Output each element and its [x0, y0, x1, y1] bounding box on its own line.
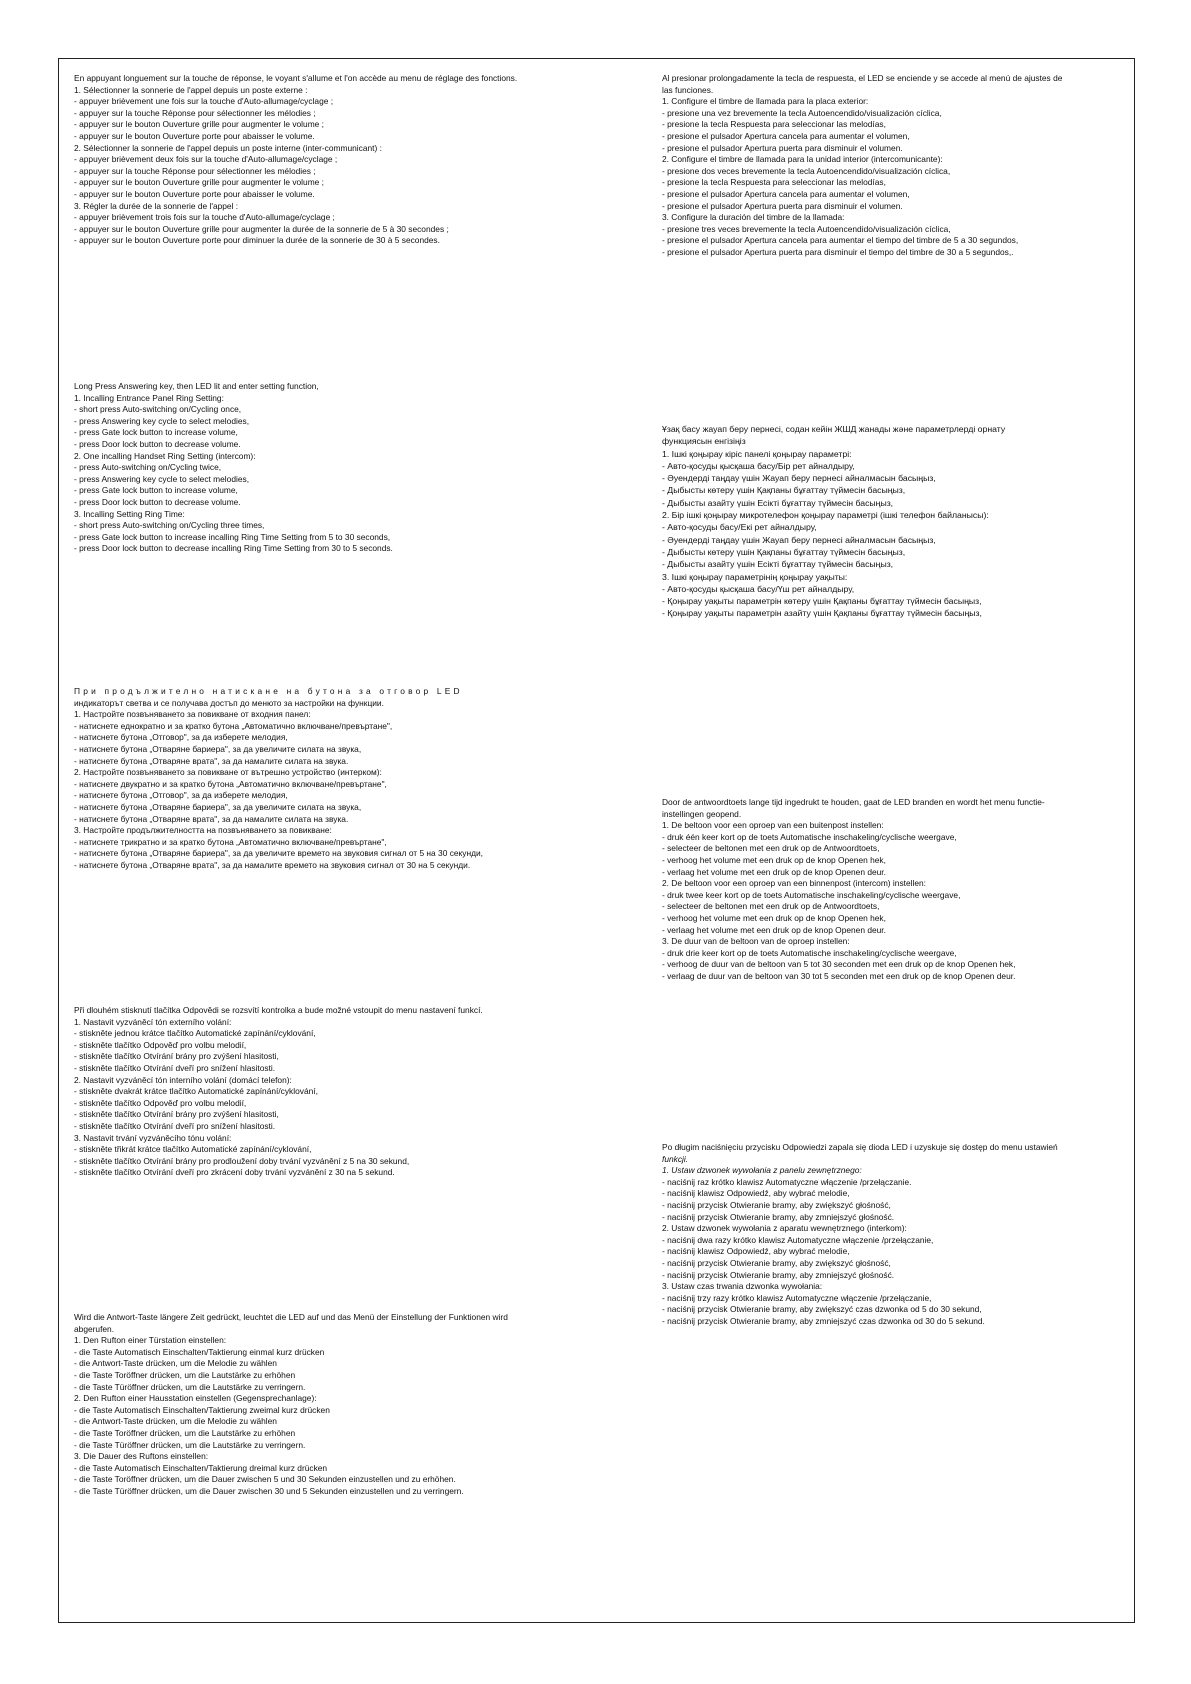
text-line: - presione el pulsador Apertura cancela para aumentar el tiempo del timbre de 5 a 30 segundos,: [662, 235, 1019, 246]
text-line: - druk twee keer kort op de toets Automatische inschakeling/cyclische weergave,: [662, 889, 961, 900]
text-line: - Әуендерді таңдау үшін Жауап беру пернесі айналмасын басыңыз,: [662, 534, 936, 545]
text-line: - stiskněte tlačítko Otvírání brány pro zvýšení hlasitosti,: [74, 1051, 279, 1062]
text-line: - Қоңырау уақыты параметрін азайту үшін Қақпаны бұғаттау түймесін басыңыз,: [662, 608, 982, 619]
text-line: 2. De beltoon voor een oproep van een binnenpost (intercom) instellen:: [662, 878, 926, 889]
text-line: - stiskněte tlačítko Otvírání dveří pro snížení hlasitosti.: [74, 1120, 276, 1131]
text-line: - verlaag de duur van de beltoon van 30 tot 5 seconden met een druk op de knop Openen deur.: [662, 970, 1016, 981]
text-line: 3. Régler la durée de la sonnerie de l'appel :: [74, 200, 239, 211]
text-line: - press Gate lock button to increase volume,: [74, 485, 238, 496]
text-line: - press Answering key cycle to select melodies,: [74, 415, 250, 426]
instructions-de: [74, 1312, 508, 1498]
text-line: - stiskněte tlačítko Odpověď pro volbu melodií,: [74, 1097, 247, 1108]
text-line: - Авто-қосуды қысқаша басу/Үш рет айналдыру,: [662, 583, 855, 594]
text-line: - Дыбысты азайту үшін Есікті бұғаттау түймесін басыңыз,: [662, 497, 894, 508]
text-line: - short press Auto-switching on/Cycling once,: [74, 404, 242, 415]
text-line: - stiskněte dvakrát krátce tlačítko Automatické zapínání/cyklování,: [74, 1086, 318, 1097]
text-line: - Дыбысты көтеру үшін Қақпаны бұғаттау түймесін басыңыз,: [662, 485, 906, 496]
text-line: - verlaag het volume met een druk op de knop Openen deur.: [662, 924, 886, 935]
text-line: - press Door lock button to decrease volume.: [74, 496, 241, 507]
text-line: - stiskněte tlačítko Odpověď pro volbu melodií,: [74, 1039, 247, 1050]
text-line: - Қоңырау уақыты параметрін көтеру үшін Қақпаны бұғаттау түймесін басыңыз,: [662, 596, 982, 607]
text-line: Wird die Antwort-Taste längere Zeit gedrückt, leuchtet die LED auf und das Menü der Einstellung der Funktionen wird: [74, 1312, 508, 1322]
text-line: - naciśnij klawisz Odpowiedź, aby wybrać melodie,: [662, 1188, 850, 1199]
text-line: Při dlouhém stisknutí tlačítka Odpovědi se rozsvítí kontrolka a bude možné vstoupit do menu nastavení funkcí.: [74, 1005, 483, 1015]
text-line: - druk één keer kort op de toets Automatische inschakeling/cyclische weergave,: [662, 831, 957, 842]
text-line: - presione el pulsador Apertura cancela para aumentar el volumen,: [662, 188, 910, 199]
text-line: - Авто-қосуды қысқаша басу/Бір рет айналдыру,: [662, 460, 855, 471]
text-line: - stiskněte tlačítko Otvírání brány pro prodloužení doby trvání vyzvánění z 5 na 30 sekund,: [74, 1155, 410, 1166]
text-line: - appuyer sur le bouton Ouverture porte pour diminuer la durée de la sonnerie de 30 à 5 secondes.: [74, 235, 440, 246]
text-line: Long Press Answering key, then LED lit and enter setting function,: [74, 381, 319, 391]
text-line: При продължително натискане на бутона за отговор LED: [74, 686, 463, 696]
text-line: 3. Ішкі қоңырау параметрінің қоңырау уақыты:: [662, 571, 848, 582]
text-line: - stiskněte třikrát krátce tlačítko Automatické zapínání/cyklování,: [74, 1144, 312, 1155]
text-line: abgerufen.: [74, 1323, 115, 1334]
text-line: - press Answering key cycle to select melodies,: [74, 473, 250, 484]
text-line: - presione el pulsador Apertura cancela para aumentar el volumen,: [662, 130, 910, 141]
text-line: - натиснете двукратно и за кратко бутона „Автоматично включване/превъртане",: [74, 778, 387, 789]
text-line: - verhoog het volume met een druk op de knop Openen hek,: [662, 854, 886, 865]
text-line: 3. Настройте продължителността на позвъняването за повикване:: [74, 825, 332, 836]
text-line: 1. Sélectionner la sonnerie de l'appel depuis un poste externe :: [74, 84, 308, 95]
text-line: - appuyer brièvement deux fois sur la touche d'Auto-allumage/cyclage ;: [74, 154, 338, 165]
text-line: функциясын енгізіңіз: [662, 436, 746, 447]
text-line: - die Taste Automatisch Einschalten/Taktierung einmal kurz drücken: [74, 1346, 325, 1357]
text-line: - Авто-қосуды басу/Екі рет айналдыру,: [662, 522, 817, 533]
text-line: - appuyer sur le bouton Ouverture porte pour abaisser le volume.: [74, 130, 315, 141]
text-line: instellingen geopend.: [662, 808, 742, 819]
text-line: - die Taste Toröffner drücken, um die Lautstärke zu erhöhen: [74, 1369, 296, 1380]
text-line: - verhoog de duur van de beltoon van 5 tot 30 seconden met een druk op de knop Openen hek,: [662, 959, 1016, 970]
text-line: 1. Ішкі қоңырау кіріс панелі қоңырау параметрі:: [662, 448, 852, 459]
text-line: - short press Auto-switching on/Cycling three times,: [74, 520, 265, 531]
text-line: - appuyer brièvement trois fois sur la touche d'Auto-allumage/cyclage ;: [74, 212, 335, 223]
text-line: 1. Ustaw dzwonek wywołania z panelu zewnętrznego:: [662, 1165, 862, 1176]
text-line: - натиснете трикратно и за кратко бутона „Автоматично включване/превъртане",: [74, 836, 387, 847]
text-line: 3. De duur van de beltoon van de oproep instellen:: [662, 936, 850, 947]
text-line: - appuyer sur le bouton Ouverture grille pour augmenter la durée de la sonnerie de 5 à 30 secondes ;: [74, 223, 449, 234]
text-line: - stiskněte tlačítko Otvírání brány pro zvýšení hlasitosti,: [74, 1109, 279, 1120]
text-line: - naciśnij przycisk Otwieranie bramy, aby zmniejszyć czas dzwonka od 30 do 5 sekund.: [662, 1315, 985, 1326]
text-line: - press Gate lock button to increase volume,: [74, 427, 238, 438]
text-line: - press Auto-switching on/Cycling twice,: [74, 462, 222, 473]
text-line: - натиснете бутона „Отваряне врата", за да намалите силата на звука.: [74, 813, 349, 824]
text-line: 3. Incalling Setting Ring Time:: [74, 508, 185, 519]
text-line: - naciśnij dwa razy krótko klawisz Automatyczne włączenie /przełączanie,: [662, 1234, 934, 1245]
text-line: - натиснете бутона „Отваряне бариера", за да увеличите времето на звуковия сигнал от 5 на 30 секунди,: [74, 848, 483, 859]
text-line: 1. Incalling Entrance Panel Ring Setting:: [74, 392, 224, 403]
text-line: - die Taste Automatisch Einschalten/Taktierung dreimal kurz drücken: [74, 1462, 328, 1473]
instructions-cs: [74, 1005, 483, 1179]
text-line: - presione la tecla Respuesta para seleccionar las melodías,: [662, 177, 886, 188]
text-line: - presione dos veces brevemente la tecla Autoencendido/visualización cíclica,: [662, 165, 951, 176]
text-line: - die Antwort-Taste drücken, um die Melodie zu wählen: [74, 1358, 277, 1369]
text-line: - appuyer sur le bouton Ouverture grille pour augmenter le volume ;: [74, 177, 324, 188]
text-line: - натиснете бутона „Отваряне врата", за да намалите силата на звука.: [74, 755, 349, 766]
text-line: 3. Ustaw czas trwania dzwonka wywołania:: [662, 1281, 823, 1292]
text-line: 1. Настройте позвъняването за повикване от входния панел:: [74, 709, 311, 720]
text-line: - naciśnij przycisk Otwieranie bramy, aby zmniejszyć głośność.: [662, 1269, 895, 1280]
text-line: - die Taste Toröffner drücken, um die Lautstärke zu erhöhen: [74, 1427, 296, 1438]
instructions-es: [662, 73, 1062, 259]
text-line: - натиснете бутона „Отваряне врата", за да намалите времето на звуковия сигнал от 30 на 5 секунди.: [74, 859, 471, 870]
text-line: 3. Nastavit trvání vyzváněcího tónu volání:: [74, 1132, 232, 1143]
text-line: - stiskněte tlačítko Otvírání dveří pro zkrácení doby trvání vyzvánění z 30 na 5 sekund.: [74, 1167, 395, 1178]
instructions-nl: [662, 797, 1045, 983]
text-line: 2. Configure el timbre de llamada para la unidad interior (intercomunicante):: [662, 154, 943, 165]
text-line: 2. One incalling Handset Ring Setting (intercom):: [74, 450, 256, 461]
text-line: - naciśnij przycisk Otwieranie bramy, aby zwiększyć czas dzwonka od 5 do 30 sekund,: [662, 1304, 982, 1315]
text-line: индикаторът светва и се получава достъп до менюто за настройки на функции.: [74, 697, 384, 708]
text-line: - die Taste Automatisch Einschalten/Taktierung zweimal kurz drücken: [74, 1404, 330, 1415]
text-line: - press Gate lock button to increase incalling Ring Time Setting from 5 to 30 seconds,: [74, 531, 391, 542]
text-line: - натиснете бутона „Отваряне бариера", за да увеличите силата на звука,: [74, 743, 362, 754]
instructions-kk: [662, 423, 1005, 620]
text-line: - press Door lock button to decrease incalling Ring Time Setting from 30 to 5 seconds.: [74, 543, 393, 554]
text-line: Al presionar prolongadamente la tecla de respuesta, el LED se enciende y se accede al menú de ajustes de: [662, 73, 1063, 83]
text-line: - selecteer de beltonen met een druk op de Antwoordtoets,: [662, 843, 880, 854]
text-line: - selecteer de beltonen met een druk op de Antwoordtoets,: [662, 901, 880, 912]
text-line: - die Taste Toröffner drücken, um die Dauer zwischen 5 und 30 Sekunden einzustellen und zu erhöhen.: [74, 1474, 456, 1485]
text-line: - appuyer sur la touche Réponse pour sélectionner les mélodies ;: [74, 107, 316, 118]
text-line: 3. Die Dauer des Ruftons einstellen:: [74, 1451, 209, 1462]
text-line: - presione una vez brevemente la tecla Autoencendido/visualización cíclica,: [662, 107, 942, 118]
text-line: 2. Sélectionner la sonnerie de l'appel depuis un poste interne (inter-communicant) :: [74, 142, 382, 153]
text-line: - naciśnij klawisz Odpowiedź, aby wybrać melodie,: [662, 1246, 850, 1257]
text-line: 2. Настройте позвъняването за повикване от вътрешно устройство (интерком):: [74, 767, 382, 778]
text-line: funkcji.: [662, 1153, 689, 1164]
text-line: - presione el pulsador Apertura puerta para disminuir el volumen.: [662, 142, 903, 153]
text-line: - appuyer sur le bouton Ouverture porte pour abaisser le volume.: [74, 188, 315, 199]
text-line: - verlaag het volume met een druk op de knop Openen deur.: [662, 866, 886, 877]
text-line: las funciones.: [662, 84, 714, 95]
text-line: - naciśnij raz krótko klawisz Automatyczne włączenie /przełączanie.: [662, 1176, 912, 1187]
text-line: 1. Configure el timbre de llamada para la placa exterior:: [662, 96, 869, 107]
text-line: - die Antwort-Taste drücken, um die Melodie zu wählen: [74, 1416, 277, 1427]
text-line: - presione el pulsador Apertura puerta para disminuir el volumen.: [662, 200, 903, 211]
text-line: - naciśnij trzy razy krótko klawisz Automatyczne włączenie /przełączanie,: [662, 1292, 932, 1303]
text-line: - натиснете бутона „Отговор", за да изберете мелодия,: [74, 790, 288, 801]
text-line: - naciśnij przycisk Otwieranie bramy, aby zwiększyć głośność,: [662, 1199, 891, 1210]
text-line: - die Taste Türöffner drücken, um die Dauer zwischen 30 und 5 Sekunden einzustellen und zu verringern.: [74, 1485, 464, 1496]
text-line: 3. Configure la duración del timbre de la llamada:: [662, 212, 845, 223]
text-line: - натиснете бутона „Отваряне бариера", за да увеличите силата на звука,: [74, 801, 362, 812]
instructions-fr: [74, 73, 517, 247]
text-line: - appuyer sur le bouton Ouverture grille pour augmenter le volume ;: [74, 119, 324, 130]
text-line: - appuyer sur la touche Réponse pour sélectionner les mélodies ;: [74, 165, 316, 176]
text-line: - stiskněte jednou krátce tlačítko Automatické zapínání/cyklování,: [74, 1028, 316, 1039]
text-line: 1. De beltoon voor een oproep van een buitenpost instellen:: [662, 820, 884, 831]
text-line: - Дыбысты азайту үшін Есікті бұғаттау түймесін басыңыз,: [662, 559, 894, 570]
text-line: - verhoog het volume met een druk op de knop Openen hek,: [662, 912, 886, 923]
text-line: - Дыбысты көтеру үшін Қақпаны бұғаттау түймесін басыңыз,: [662, 546, 906, 557]
text-line: - die Taste Türöffner drücken, um die Lautstärke zu verringern.: [74, 1439, 306, 1450]
text-line: 2. Den Rufton einer Hausstation einstellen (Gegensprechanlage):: [74, 1393, 317, 1404]
instructions-bg: [74, 686, 483, 872]
text-line: - Әуендерді таңдау үшін Жауап беру пернесі айналмасын басыңыз,: [662, 473, 936, 484]
text-line: En appuyant longuement sur la touche de réponse, le voyant s'allume et l'on accède au menu de réglage des fonctions.: [74, 73, 518, 83]
text-line: Po długim naciśnięciu przycisku Odpowiedzi zapala się dioda LED i uzyskuje się dostęp do menu ustawień: [662, 1142, 1058, 1152]
text-line: - presione tres veces brevemente la tecla Autoencendido/visualización cíclica,: [662, 223, 951, 234]
text-line: 1. Den Rufton einer Türstation einstellen:: [74, 1335, 227, 1346]
text-line: - натиснете бутона „Отговор", за да изберете мелодия,: [74, 732, 288, 743]
text-line: - presione el pulsador Apertura puerta para disminuir el tiempo del timbre de 30 a 5 segundos,.: [662, 246, 1014, 257]
text-line: - stiskněte tlačítko Otvírání dveří pro snížení hlasitosti.: [74, 1062, 276, 1073]
text-line: - presione la tecla Respuesta para seleccionar las melodías,: [662, 119, 886, 130]
text-line: 2. Бір ішкі қоңырау микротелефон қоңырау параметрі (ішкі телефон байланысы):: [662, 510, 989, 521]
text-line: - naciśnij przycisk Otwieranie bramy, aby zmniejszyć głośność.: [662, 1211, 895, 1222]
text-line: 1. Nastavit vyzváněcí tón externího volání:: [74, 1016, 232, 1027]
text-line: 2. Nastavit vyzváněcí tón interního volání (domácí telefon):: [74, 1074, 292, 1085]
text-line: - die Taste Türöffner drücken, um die Lautstärke zu verringern.: [74, 1381, 306, 1392]
text-line: - press Door lock button to decrease volume.: [74, 438, 241, 449]
text-line: Door de antwoordtoets lange tijd ingedrukt te houden, gaat de LED branden en wordt het menu functie-: [662, 797, 1045, 807]
text-line: - naciśnij przycisk Otwieranie bramy, aby zwiększyć głośność,: [662, 1257, 891, 1268]
text-line: - натиснете еднократно и за кратко бутона „Автоматично включване/превъртане",: [74, 720, 393, 731]
text-line: 2. Ustaw dzwonek wywołania z aparatu wewnętrznego (interkom):: [662, 1223, 907, 1234]
text-line: - appuyer brièvement une fois sur la touche d'Auto-allumage/cyclage ;: [74, 96, 334, 107]
instructions-pl: [662, 1142, 1058, 1328]
text-line: - druk drie keer kort op de toets Automatische inschakeling/cyclische weergave,: [662, 947, 957, 958]
text-line: Ұзақ басу жауап беру пернесі, содан кейін ЖШД жанады және параметрлерді орнату: [662, 424, 1006, 434]
instructions-en: [74, 381, 393, 555]
